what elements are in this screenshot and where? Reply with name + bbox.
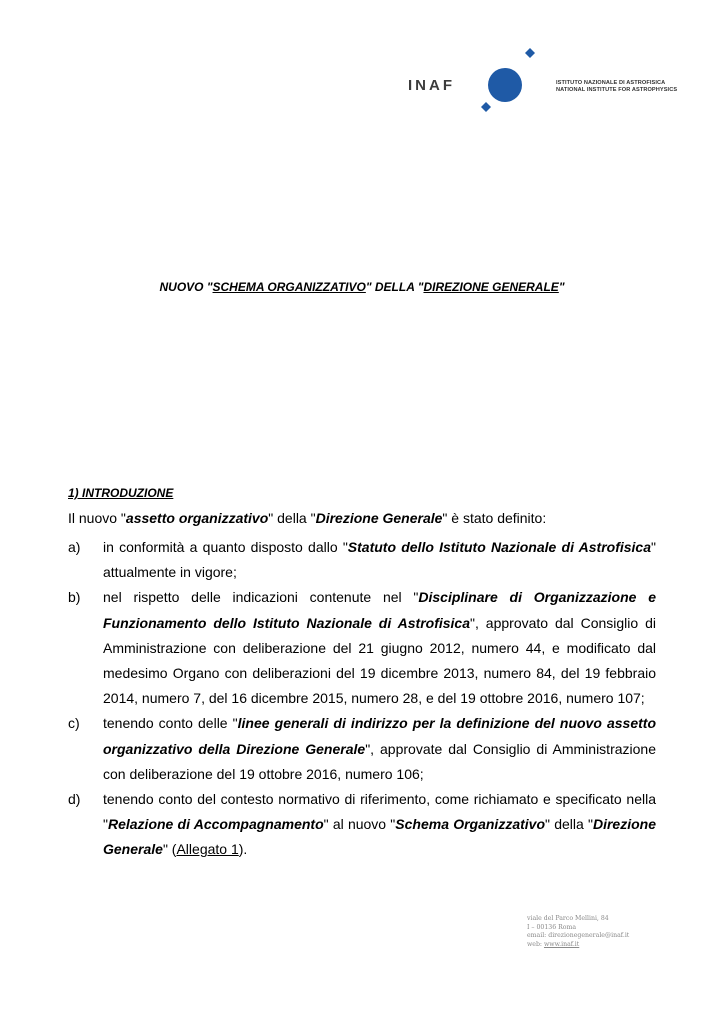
item-text: tenendo conto del contesto normativo di riferimento, come richiamato e specificato nella " xyxy=(103,791,656,833)
item-text: in conformità a quanto disposto dallo " xyxy=(103,539,348,555)
logo-wordmark: INAF xyxy=(408,77,455,94)
item-text: tenendo conto delle " xyxy=(103,715,238,732)
intro-text: " della " xyxy=(268,510,316,526)
document-title xyxy=(0,280,724,294)
logo-institute-name xyxy=(556,80,677,94)
title-text: NUOVO " xyxy=(159,280,213,294)
address-footer xyxy=(527,915,629,949)
item-emphasis: Schema Organizzativo xyxy=(395,816,545,833)
list-item-text xyxy=(103,787,656,863)
list-item-text xyxy=(103,711,656,787)
intro-text: " è stato definito: xyxy=(442,510,547,526)
list-item-letter: c) xyxy=(68,715,80,732)
allegato-link[interactable]: Allegato 1 xyxy=(176,841,239,858)
logo-name-en: NATIONAL INSTITUTE FOR ASTROPHYSICS xyxy=(556,87,678,93)
intro-emphasis: Direzione Generale xyxy=(315,510,443,526)
item-emphasis: Direzione Generale xyxy=(103,816,656,858)
item-emphasis: Statuto dello Istituto Nazionale di Astrofisica xyxy=(347,539,651,555)
list-item xyxy=(68,535,656,585)
item-text: " al nuovo " xyxy=(323,816,396,833)
item-text: " ( xyxy=(162,841,177,858)
list-item xyxy=(68,711,656,787)
footer-address: viale del Parco Mellini, 84 xyxy=(527,915,609,922)
section-heading: 1) INTRODUZIONE xyxy=(68,486,174,500)
footer-web-link[interactable]: www.inaf.it xyxy=(543,940,580,948)
intro-text: Il nuovo " xyxy=(68,510,126,526)
list-item-letter: a) xyxy=(68,539,81,555)
list-item xyxy=(68,787,656,863)
item-emphasis: Disciplinare di Organizzazione e Funzionamento dello Istituto Nazionale di Astrofisica xyxy=(103,589,656,631)
list-item-text xyxy=(103,585,656,711)
list-item xyxy=(68,585,656,711)
title-text: " DELLA " xyxy=(365,280,424,294)
item-text: ", approvato dal Consiglio di Amministrazione con deliberazione del 21 giugno 2012, numero 44, e modificato dal medesimo Organo con deliberazioni del 19 dicembre 2013, numero 84, del 19 febbraio 2014, numero 7, del 16 dicembre 2015, numero 28, e del 19 ottobre 2016, numero 107; xyxy=(103,614,656,707)
list-item-text xyxy=(103,535,656,585)
footer-email: email: direzionegenerale@inaf.it xyxy=(527,932,630,940)
inaf-logo-icon xyxy=(478,46,542,116)
item-text: ", approvate dal Consiglio di Amministrazione con deliberazione del 19 ottobre 2016, numero 106; xyxy=(103,740,656,782)
footer-web xyxy=(527,941,629,950)
item-emphasis: Relazione di Accompagnamento xyxy=(107,816,324,833)
logo-name-it: ISTITUTO NAZIONALE DI ASTROFISICA xyxy=(556,80,666,86)
item-text: ). xyxy=(238,841,248,858)
item-text: nel rispetto delle indicazioni contenute nel " xyxy=(103,589,419,606)
intro-paragraph xyxy=(68,510,546,526)
title-direzione: DIREZIONE GENERALE xyxy=(423,280,559,294)
title-text: " xyxy=(558,280,565,294)
footer-city: I – 00136 Roma xyxy=(527,923,577,931)
list-item-letter: d) xyxy=(68,791,81,808)
item-text: " attualmente in vigore; xyxy=(103,539,656,581)
intro-emphasis: assetto organizzativo xyxy=(125,510,269,526)
criteria-list xyxy=(68,535,656,863)
item-text: " della " xyxy=(545,816,593,833)
footer-web-label: web: xyxy=(527,940,544,948)
item-emphasis: linee generali di indirizzo per la definizione del nuovo assetto organizzativo della Direzione Generale xyxy=(103,715,656,757)
title-schema: SCHEMA ORGANIZZATIVO xyxy=(212,280,366,294)
list-item-letter: b) xyxy=(68,589,81,606)
